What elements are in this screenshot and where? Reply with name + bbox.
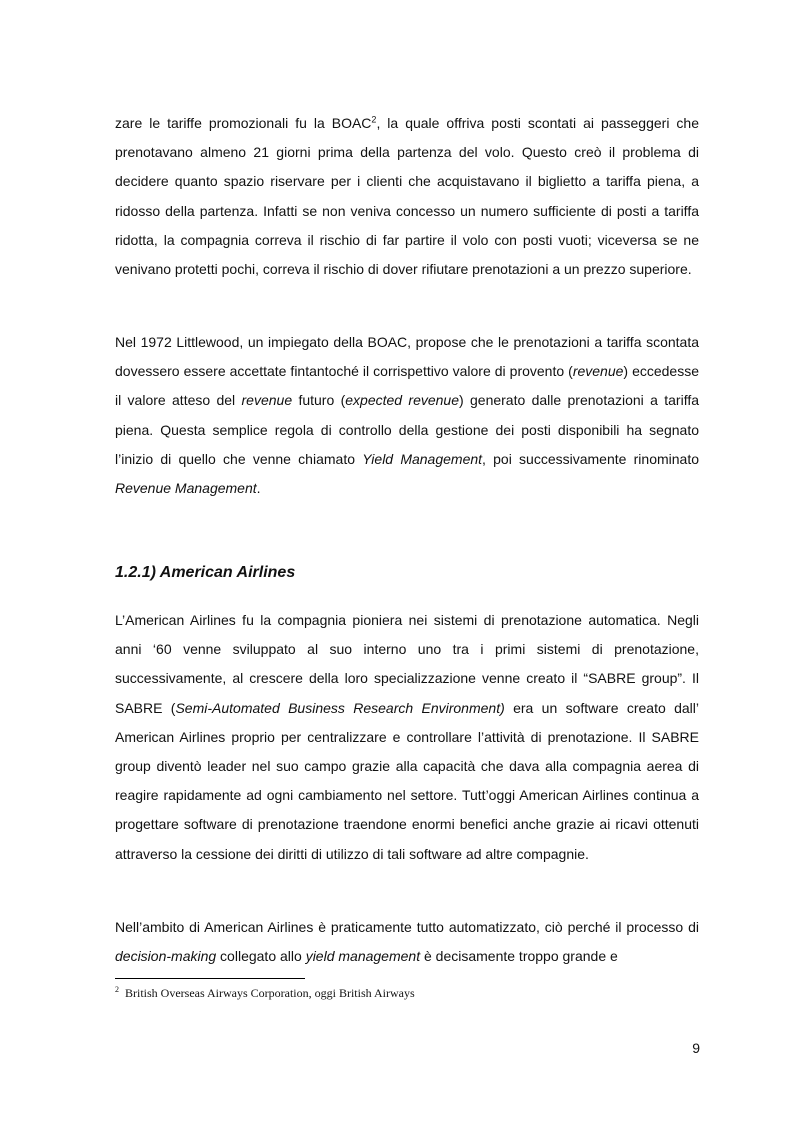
italic-term: expected revenue	[345, 392, 459, 409]
paragraph-american-airlines	[115, 606, 699, 869]
footnote	[115, 986, 699, 1001]
italic-term: revenue	[572, 363, 624, 380]
italic-term: decision-making	[115, 948, 217, 965]
paragraph-text: era un software creato dall’ American Airlines proprio per centralizzare e controllare l’attività di prenotazione. Il SABRE group diventò leader nel suo campo grazie alla capacità che dava alla compagnia aerea di reagire rapidamente ad ogni cambiamento nel settore. Tutt’oggi American Airlines continua a progettare software di prenotazione traendone enormi benefici anche grazie ai ricavi ottenuti attraverso la cessione dei diritti di utilizzo di tali software ad altre compagnie.	[115, 699, 699, 862]
italic-term: Revenue Management	[115, 480, 257, 497]
paragraph-text: , la quale offriva posti scontati ai passeggeri che prenotavano almeno 21 giorni prima della partenza del volo. Questo creò il problema di decidere quanto spazio riservare per i clienti che acquistavano il biglietto a tariffa piena, a ridosso della partenza. Infatti se non veniva concesso un numero sufficiente di posti a tariffa ridotta, la compagnia correva il rischio di far partire il volo con posti vuoti; viceversa se ne venivano protetti pochi, correva il rischio di dover rifiutare prenotazioni a un prezzo superiore.	[115, 115, 699, 278]
paragraph-tariffe-promozionali	[115, 109, 699, 284]
paragraph-text: ) eccedesse il valore atteso del	[115, 363, 700, 409]
paragraph-text: , poi successivamente rinominato	[482, 450, 699, 467]
italic-term: Yield Management	[362, 450, 483, 467]
paragraph-automatizzato	[115, 913, 699, 971]
paragraph-text: collegato allo	[216, 948, 306, 965]
paragraph-text: zare le tariffe promozionali fu la BOAC	[115, 115, 372, 131]
italic-term: yield management	[305, 948, 421, 965]
paragraph-littlewood	[115, 328, 699, 503]
italic-term: revenue	[241, 392, 293, 409]
paragraph-text: Nell’ambito di American Airlines è praticamente tutto automatizzato, ciò perché il processo di	[115, 919, 699, 935]
page-number: 9	[692, 1040, 700, 1056]
paragraph-text: L’American Airlines fu la compagnia pioniera nei sistemi di prenotazione automatica. Negli anni ‘60 venne sviluppato al suo interno uno tra i primi sistemi di prenotazione, successivamente, al crescere della loro specializzazione venne creato il “SABRE group”. Il SABRE (	[115, 612, 699, 716]
paragraph-text: .	[256, 480, 261, 497]
italic-term: Semi-Automated Business Research Environment)	[175, 699, 505, 716]
paragraph-text: Nel 1972 Littlewood, un impiegato della BOAC, propose che le prenotazioni a tariffa scontata dovessero essere accettate fintantoché il corrispettivo valore di provento (	[115, 334, 699, 380]
paragraph-text: futuro (	[292, 392, 346, 409]
footnote-reference[interactable]: 2	[371, 114, 377, 125]
footnote-text: British Overseas Airways Corporation, oggi British Airways	[125, 986, 415, 1000]
footnote-number: 2	[115, 985, 119, 994]
paragraph-text: ) generato dalle prenotazioni a tariffa piena. Questa semplice regola di controllo della gestione dei posti disponibili ha segnato l’inizio di quello che venne chiamato	[115, 392, 700, 467]
section-heading: 1.2.1) American Airlines	[115, 564, 296, 581]
footnote-divider	[115, 978, 305, 979]
paragraph-text: è decisamente troppo grande e	[420, 948, 618, 965]
